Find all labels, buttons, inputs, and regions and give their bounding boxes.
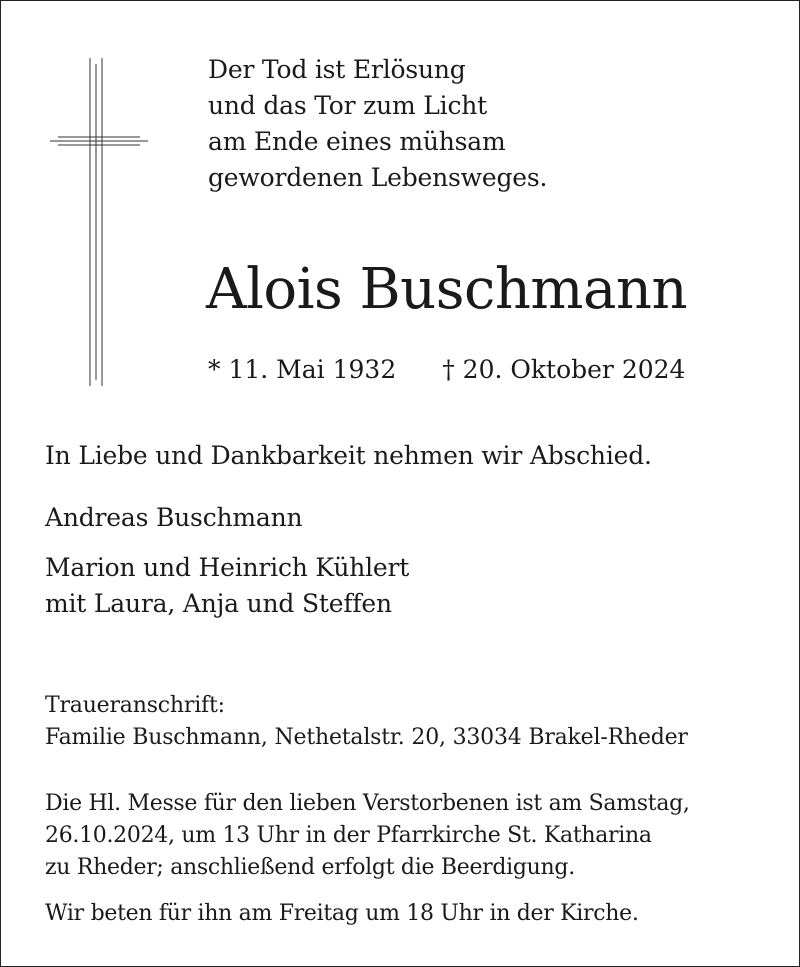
birth-date: * 11. Mai 1932 bbox=[208, 355, 397, 384]
life-dates bbox=[208, 352, 685, 388]
poem-line: gewordenen Lebensweges. bbox=[208, 163, 548, 192]
address-label: Traueranschrift: bbox=[45, 693, 225, 718]
address-line: Familie Buschmann, Nethetalstr. 20, 33034 Brakel-Rheder bbox=[45, 725, 688, 750]
mourners-list bbox=[45, 500, 409, 622]
mourner-line: Andreas Buschmann bbox=[45, 503, 303, 532]
poem-line: Der Tod ist Erlösung bbox=[208, 55, 466, 84]
prayer-info: Wir beten für ihn am Freitag um 18 Uhr in der Kirche. bbox=[45, 901, 639, 926]
poem bbox=[208, 52, 547, 196]
cross-icon bbox=[50, 58, 150, 386]
poem-line: und das Tor zum Licht bbox=[208, 91, 487, 120]
mass-line: 26.10.2024, um 13 Uhr in der Pfarrkirche St. Katharina bbox=[45, 823, 652, 848]
poem-line: am Ende eines mühsam bbox=[208, 127, 506, 156]
mass-info bbox=[45, 788, 690, 884]
mourning-address bbox=[45, 690, 688, 754]
mass-line: Die Hl. Messe für den lieben Verstorbenen ist am Samstag, bbox=[45, 791, 690, 816]
mass-line: zu Rheder; anschließend erfolgt die Beerdigung. bbox=[45, 855, 575, 880]
deceased-name: Alois Buschmann bbox=[206, 257, 688, 322]
mourner-line: mit Laura, Anja und Steffen bbox=[45, 589, 392, 618]
farewell-text: In Liebe und Dankbarkeit nehmen wir Abschied. bbox=[45, 441, 652, 470]
death-date: † 20. Oktober 2024 bbox=[442, 355, 686, 384]
mourner-line: Marion und Heinrich Kühlert bbox=[45, 553, 410, 582]
